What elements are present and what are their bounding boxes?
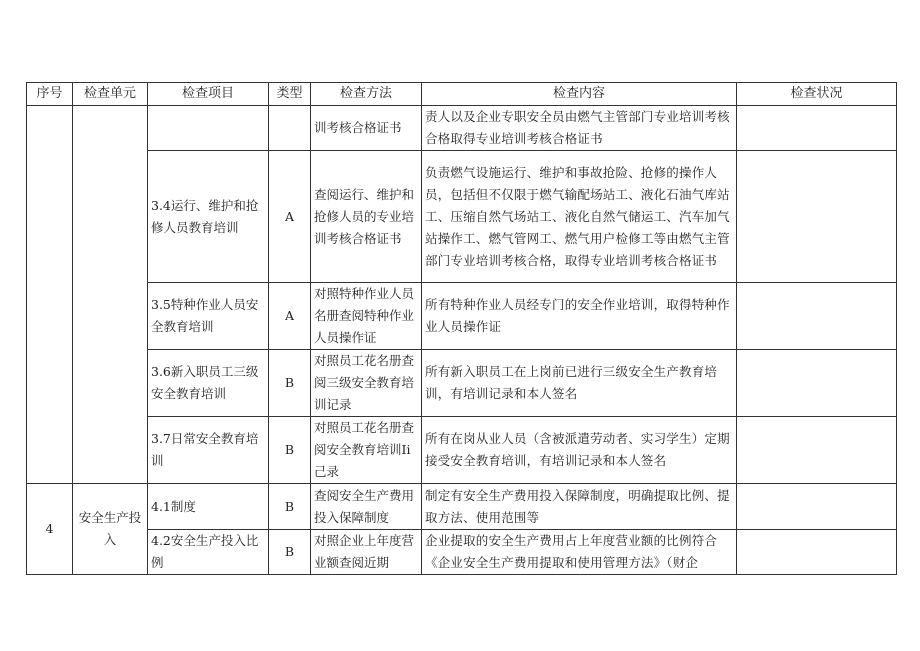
content-cell: 负责燃气设施运行、维护和事故抢险、抢修的操作人员，包括但不仅限于燃气输配场站工、液化石油气库站工、压缩自然气场站工、液化自然气储运工、汽车加气站操作工、燃气管网工、燃气用户检修工等由燃气主管部门专业培训考核合格，取得专业培训考核合格证书 (422, 151, 737, 283)
status-cell (737, 530, 897, 575)
type-cell (269, 106, 311, 151)
method-cell: 查阅运行、维护和抢修人员的专业培训考核合格证书 (311, 151, 422, 283)
method-cell: 查阅安全生产费用投入保障制度 (311, 484, 422, 530)
content-cell: 所有新入职员工在上岗前已进行三级安全生产教育培训，有培训记录和本人签名 (422, 350, 737, 417)
item-cell (148, 106, 269, 151)
table-row (27, 106, 897, 151)
content-cell: 制定有安全生产费用投入保障制度，明确提取比例、提取方法、使用范围等 (422, 484, 737, 530)
seq-cell: 4 (27, 484, 73, 575)
seq-cell-empty (27, 106, 73, 484)
status-cell (737, 484, 897, 530)
table-row (27, 283, 897, 350)
status-cell (737, 417, 897, 484)
type-cell: B (269, 530, 311, 575)
header-row (27, 83, 897, 106)
table-row (27, 417, 897, 484)
content-cell: 责人以及企业专职安全员由燃气主管部门专业培训考核合格取得专业培训考核合格证书 (422, 106, 737, 151)
header-method: 检查方法 (311, 83, 422, 106)
type-cell: B (269, 417, 311, 484)
item-cell: 3.7日常安全教育培训 (148, 417, 269, 484)
content-cell: 所有特种作业人员经专门的安全作业培训，取得特种作业人员操作证 (422, 283, 737, 350)
table-row (27, 530, 897, 575)
item-cell: 4.2安全生产投入比例 (148, 530, 269, 575)
method-cell: 对照员工花名册查阅安全教育培训Ii己录 (311, 417, 422, 484)
method-cell: 对照员工花名册查阅三级安全教育培训记录 (311, 350, 422, 417)
status-cell (737, 151, 897, 283)
header-seq: 序号 (27, 83, 73, 106)
inspection-table (26, 82, 897, 575)
status-cell (737, 106, 897, 151)
method-cell: 训考核合格证书 (311, 106, 422, 151)
unit-cell: 安全生产投入 (73, 484, 148, 575)
content-cell: 所有在岗从业人员（含被派遣劳动者、实习学生）定期接受安全教育培训，有培训记录和本人签名 (422, 417, 737, 484)
header-content: 检查内容 (422, 83, 737, 106)
content-cell: 企业提取的安全生产费用占上年度营业额的比例符合《企业安全生产费用提取和使用管理方法》（财企 (422, 530, 737, 575)
header-status: 检查状况 (737, 83, 897, 106)
unit-cell-empty (73, 106, 148, 484)
method-cell: 对照企业上年度营业额查阅近期 (311, 530, 422, 575)
type-cell: B (269, 484, 311, 530)
item-cell: 3.4运行、维护和抢修人员教育培训 (148, 151, 269, 283)
method-cell: 对照特种作业人员名册查阅特种作业人员操作证 (311, 283, 422, 350)
type-cell: A (269, 283, 311, 350)
item-cell: 3.5特种作业人员安全教育培训 (148, 283, 269, 350)
header-unit: 检查单元 (73, 83, 148, 106)
table-row (27, 350, 897, 417)
type-cell: B (269, 350, 311, 417)
table-row (27, 151, 897, 283)
header-item: 检查项目 (148, 83, 269, 106)
type-cell: A (269, 151, 311, 283)
table-row (27, 484, 897, 530)
status-cell (737, 283, 897, 350)
header-type: 类型 (269, 83, 311, 106)
item-cell: 3.6新入职员工三级安全教育培训 (148, 350, 269, 417)
item-cell: 4.1制度 (148, 484, 269, 530)
status-cell (737, 350, 897, 417)
